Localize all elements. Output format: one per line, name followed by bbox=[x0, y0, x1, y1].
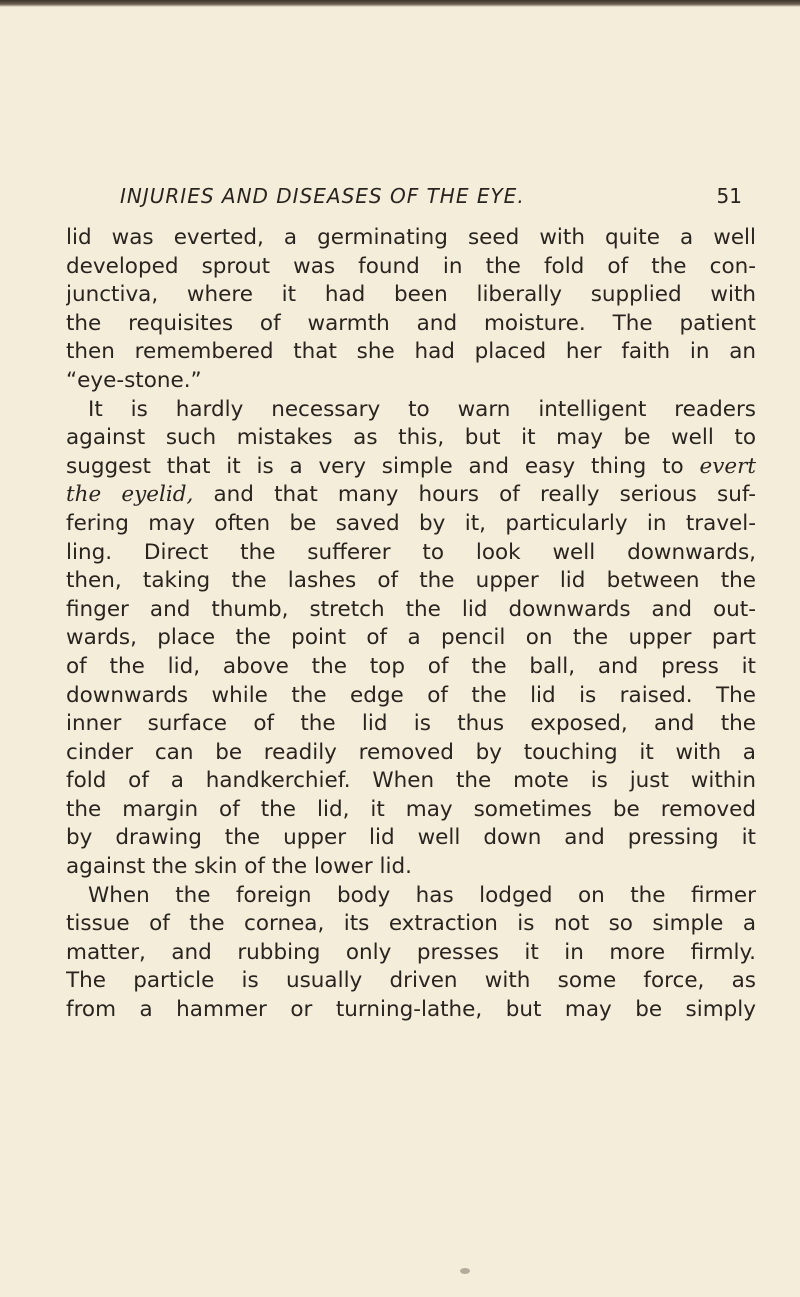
text-line: ling. Direct the sufferer to look well downwards, bbox=[66, 539, 756, 565]
text-line: from a hammer or turning-lathe, but may be simply bbox=[66, 997, 756, 1023]
text-line: lid was everted, a germinating seed with quite a well bbox=[66, 225, 756, 250]
text-line: of the lid, above the top of the ball, and press it bbox=[66, 653, 756, 679]
book-page bbox=[66, 184, 756, 1025]
running-head bbox=[120, 184, 750, 224]
text-line: against such mistakes as this, but it may be well to bbox=[66, 425, 756, 451]
text-line bbox=[66, 453, 756, 482]
text-line: junctiva, where it had been liberally supplied with bbox=[66, 282, 756, 308]
italic-text: evert bbox=[699, 453, 756, 479]
text-line: tissue of the cornea, its extraction is not so simple a bbox=[66, 911, 756, 937]
text-segment: suggest that it is a very simple and easy thing to bbox=[66, 453, 684, 479]
text-line: wards, place the point of a pencil on the upper part bbox=[66, 625, 756, 651]
paragraph-start: When the foreign body has lodged on the firmer bbox=[88, 882, 756, 908]
text-line: fering may often be saved by it, particularly in travel- bbox=[66, 510, 756, 536]
text-line: downwards while the edge of the lid is raised. The bbox=[66, 682, 756, 708]
paragraph-start: It is hardly necessary to warn intelligent readers bbox=[88, 396, 756, 422]
text-line bbox=[66, 481, 756, 510]
text-line: the margin of the lid, it may sometimes be removed bbox=[66, 796, 756, 822]
body-text bbox=[66, 224, 756, 1025]
italic-text: the eyelid, bbox=[66, 482, 194, 508]
page-number: 51 bbox=[716, 184, 742, 208]
ink-speck bbox=[460, 1268, 470, 1274]
text-segment: and that many hours of really serious suf- bbox=[213, 482, 756, 508]
text-line: inner surface of the lid is thus exposed, and the bbox=[66, 711, 756, 737]
page-top-edge bbox=[0, 0, 800, 7]
text-line: “eye-stone.” bbox=[66, 367, 202, 393]
text-line: matter, and rubbing only presses it in more firmly. bbox=[66, 939, 756, 965]
text-line: finger and thumb, stretch the lid downwards and out- bbox=[66, 596, 756, 622]
text-line: The particle is usually driven with some force, as bbox=[66, 968, 756, 994]
text-line: then, taking the lashes of the upper lid between the bbox=[66, 568, 756, 594]
text-line: fold of a handkerchief. When the mote is just within bbox=[66, 768, 756, 794]
text-line: by drawing the upper lid well down and pressing it bbox=[66, 825, 756, 851]
text-line: against the skin of the lower lid. bbox=[66, 854, 412, 880]
text-line: then remembered that she had placed her faith in an bbox=[66, 339, 756, 365]
text-line: developed sprout was found in the fold of the con- bbox=[66, 253, 756, 279]
text-line: cinder can be readily removed by touching it with a bbox=[66, 739, 756, 765]
running-title: INJURIES AND DISEASES OF THE EYE. bbox=[120, 184, 525, 208]
text-line: the requisites of warmth and moisture. The patient bbox=[66, 310, 756, 336]
